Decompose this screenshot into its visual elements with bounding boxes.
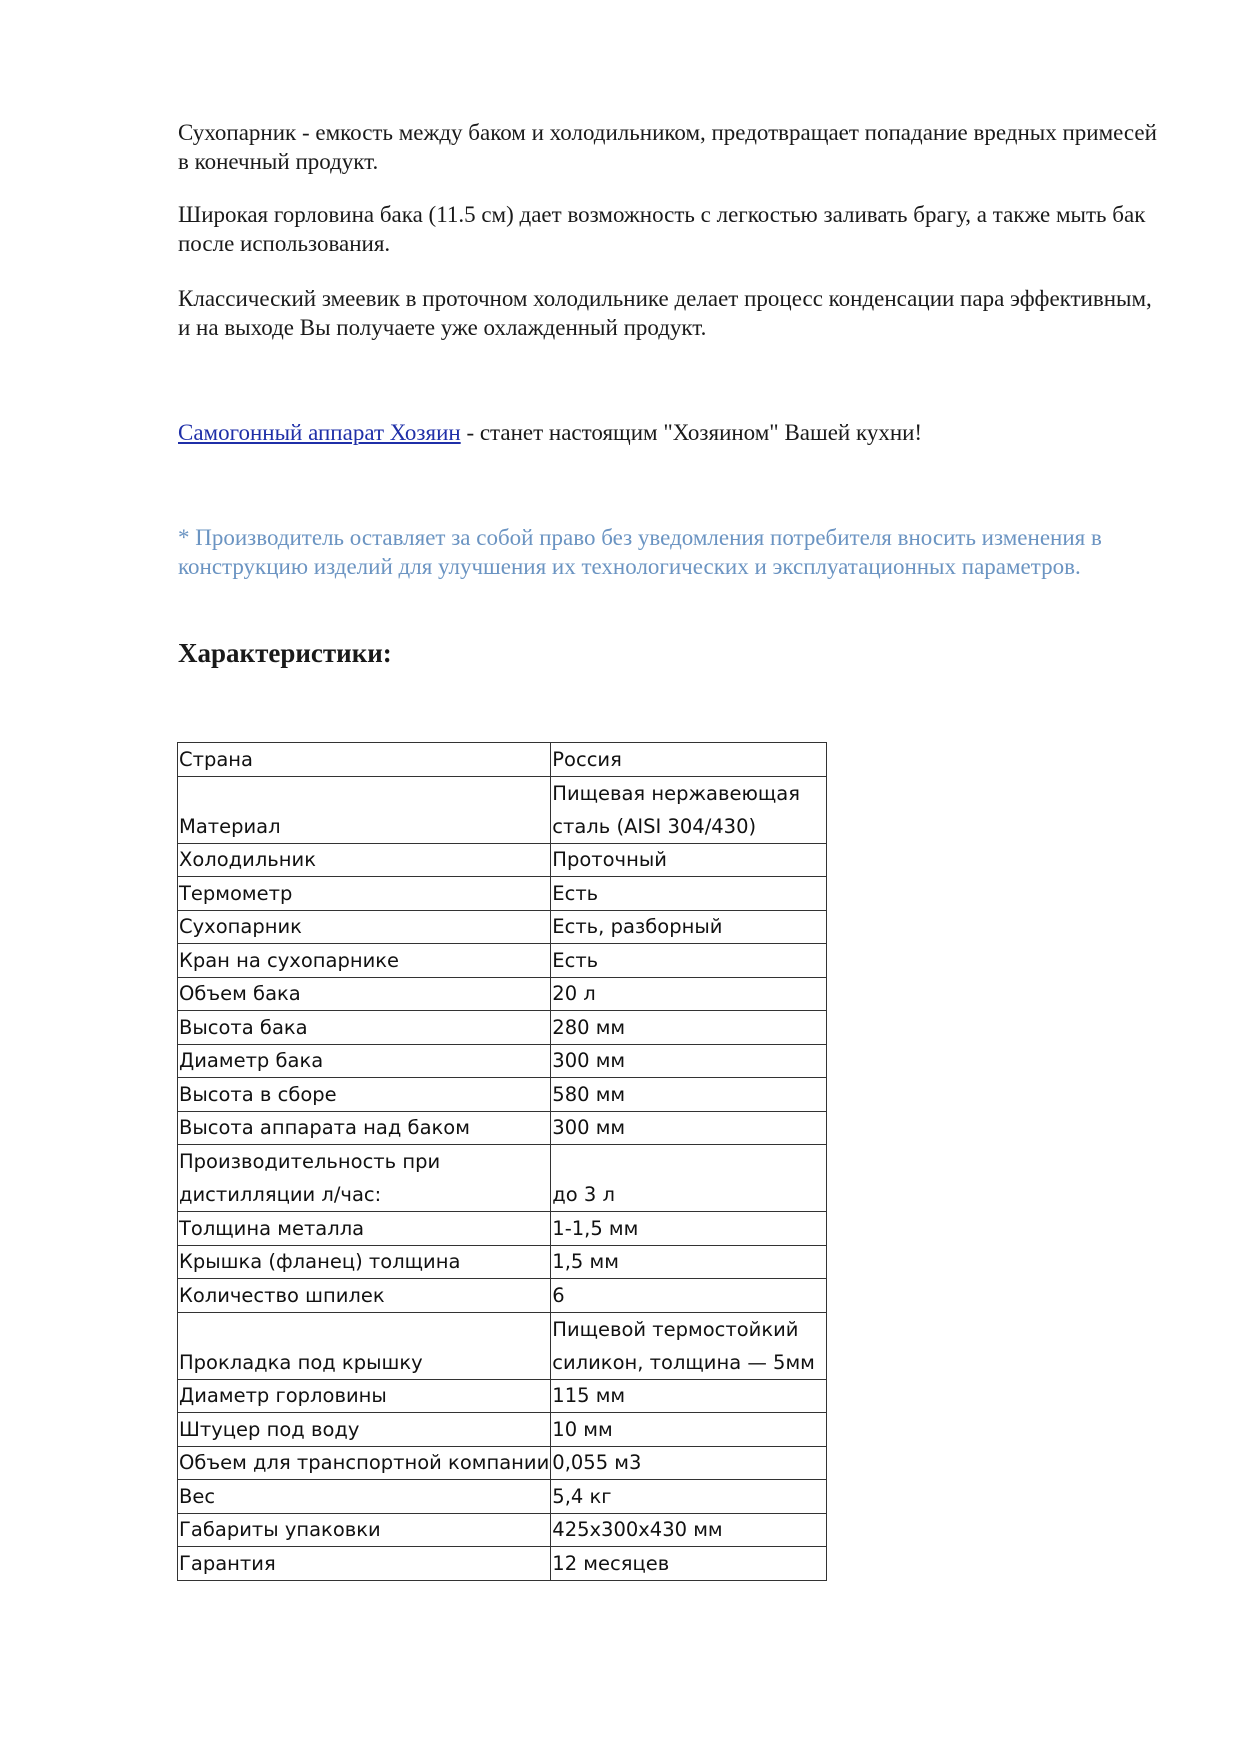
manufacturer-notice: * Производитель оставляет за собой право без уведомления потребителя вносить изменения в конструкцию изделий для улучшения их технологических и эксплуатационных параметров. xyxy=(178,525,1102,579)
spec-value: 6 xyxy=(551,1279,827,1313)
spec-value: 280 мм xyxy=(551,1011,827,1045)
spec-label: Сухопарник xyxy=(178,910,551,944)
spec-label: Термометр xyxy=(178,877,551,911)
promo-line xyxy=(178,418,1158,447)
spec-label: Габариты упаковки xyxy=(178,1513,551,1547)
specs-heading: Характеристики: xyxy=(178,638,392,668)
specs-table xyxy=(177,742,827,1581)
table-row xyxy=(178,1044,827,1078)
table-row xyxy=(178,1379,827,1413)
spec-label: Производительность при дистилляции л/час: xyxy=(178,1145,551,1212)
spec-label: Штуцер под воду xyxy=(178,1413,551,1447)
spec-value: Пищевая нержавеющая сталь (AISI 304/430) xyxy=(551,776,827,843)
spec-value: 5,4 кг xyxy=(551,1480,827,1514)
spec-label: Материал xyxy=(178,776,551,843)
paragraph-coil-description: Классический змеевик в проточном холодильнике делает процесс конденсации пара эффективным, и на выходе Вы получаете уже охлажденный продукт. xyxy=(178,286,1152,340)
spec-value: Пищевой термостойкий силикон, толщина — 5мм xyxy=(551,1312,827,1379)
table-row xyxy=(178,877,827,911)
spec-value: Есть xyxy=(551,944,827,978)
spec-value: до 3 л xyxy=(551,1145,827,1212)
table-row xyxy=(178,944,827,978)
table-row xyxy=(178,1212,827,1246)
table-row xyxy=(178,1011,827,1045)
table-row xyxy=(178,1446,827,1480)
spec-value: 1,5 мм xyxy=(551,1245,827,1279)
spec-value: 1-1,5 мм xyxy=(551,1212,827,1246)
spec-label: Диаметр бака xyxy=(178,1044,551,1078)
spec-value: Есть xyxy=(551,877,827,911)
spec-value: 115 мм xyxy=(551,1379,827,1413)
spec-label: Страна xyxy=(178,743,551,777)
spec-value: 10 мм xyxy=(551,1413,827,1447)
spec-label: Холодильник xyxy=(178,843,551,877)
spec-label: Объем для транспортной компании xyxy=(178,1446,551,1480)
spec-value: Есть, разборный xyxy=(551,910,827,944)
promo-text: - станет настоящим "Хозяином" Вашей кухни! xyxy=(460,420,923,445)
spec-value: 580 мм xyxy=(551,1078,827,1112)
spec-value: 12 месяцев xyxy=(551,1547,827,1581)
table-row xyxy=(178,1111,827,1145)
table-row xyxy=(178,776,827,843)
spec-value: 0,055 м3 xyxy=(551,1446,827,1480)
spec-value: 20 л xyxy=(551,977,827,1011)
table-row xyxy=(178,1513,827,1547)
spec-label: Кран на сухопарнике xyxy=(178,944,551,978)
spec-label: Прокладка под крышку xyxy=(178,1312,551,1379)
table-row xyxy=(178,1279,827,1313)
table-row xyxy=(178,1413,827,1447)
spec-label: Крышка (фланец) толщина xyxy=(178,1245,551,1279)
table-row xyxy=(178,1480,827,1514)
spec-value: 300 мм xyxy=(551,1111,827,1145)
spec-label: Высота бака xyxy=(178,1011,551,1045)
table-row xyxy=(178,1547,827,1581)
table-row xyxy=(178,1145,827,1212)
spec-value: Россия xyxy=(551,743,827,777)
spec-label: Высота в сборе xyxy=(178,1078,551,1112)
table-row xyxy=(178,1245,827,1279)
spec-label: Количество шпилек xyxy=(178,1279,551,1313)
spec-label: Высота аппарата над баком xyxy=(178,1111,551,1145)
product-link[interactable]: Самогонный аппарат Хозяин xyxy=(178,420,461,445)
table-row xyxy=(178,1312,827,1379)
spec-label: Объем бака xyxy=(178,977,551,1011)
table-row xyxy=(178,977,827,1011)
spec-value: 300 мм xyxy=(551,1044,827,1078)
table-row xyxy=(178,1078,827,1112)
paragraph-tank-neck-description: Широкая горловина бака (11.5 см) дает возможность с легкостью заливать брагу, а также мыть бак после использования. xyxy=(178,202,1146,256)
paragraph-dryer-description: Сухопарник - емкость между баком и холодильником, предотвращает попадание вредных примесей в конечный продукт. xyxy=(178,120,1157,174)
table-row xyxy=(178,843,827,877)
spec-label: Гарантия xyxy=(178,1547,551,1581)
table-row xyxy=(178,910,827,944)
spec-value: Проточный xyxy=(551,843,827,877)
spec-label: Толщина металла xyxy=(178,1212,551,1246)
spec-value: 425х300х430 мм xyxy=(551,1513,827,1547)
table-row xyxy=(178,743,827,777)
spec-label: Вес xyxy=(178,1480,551,1514)
spec-label: Диаметр горловины xyxy=(178,1379,551,1413)
